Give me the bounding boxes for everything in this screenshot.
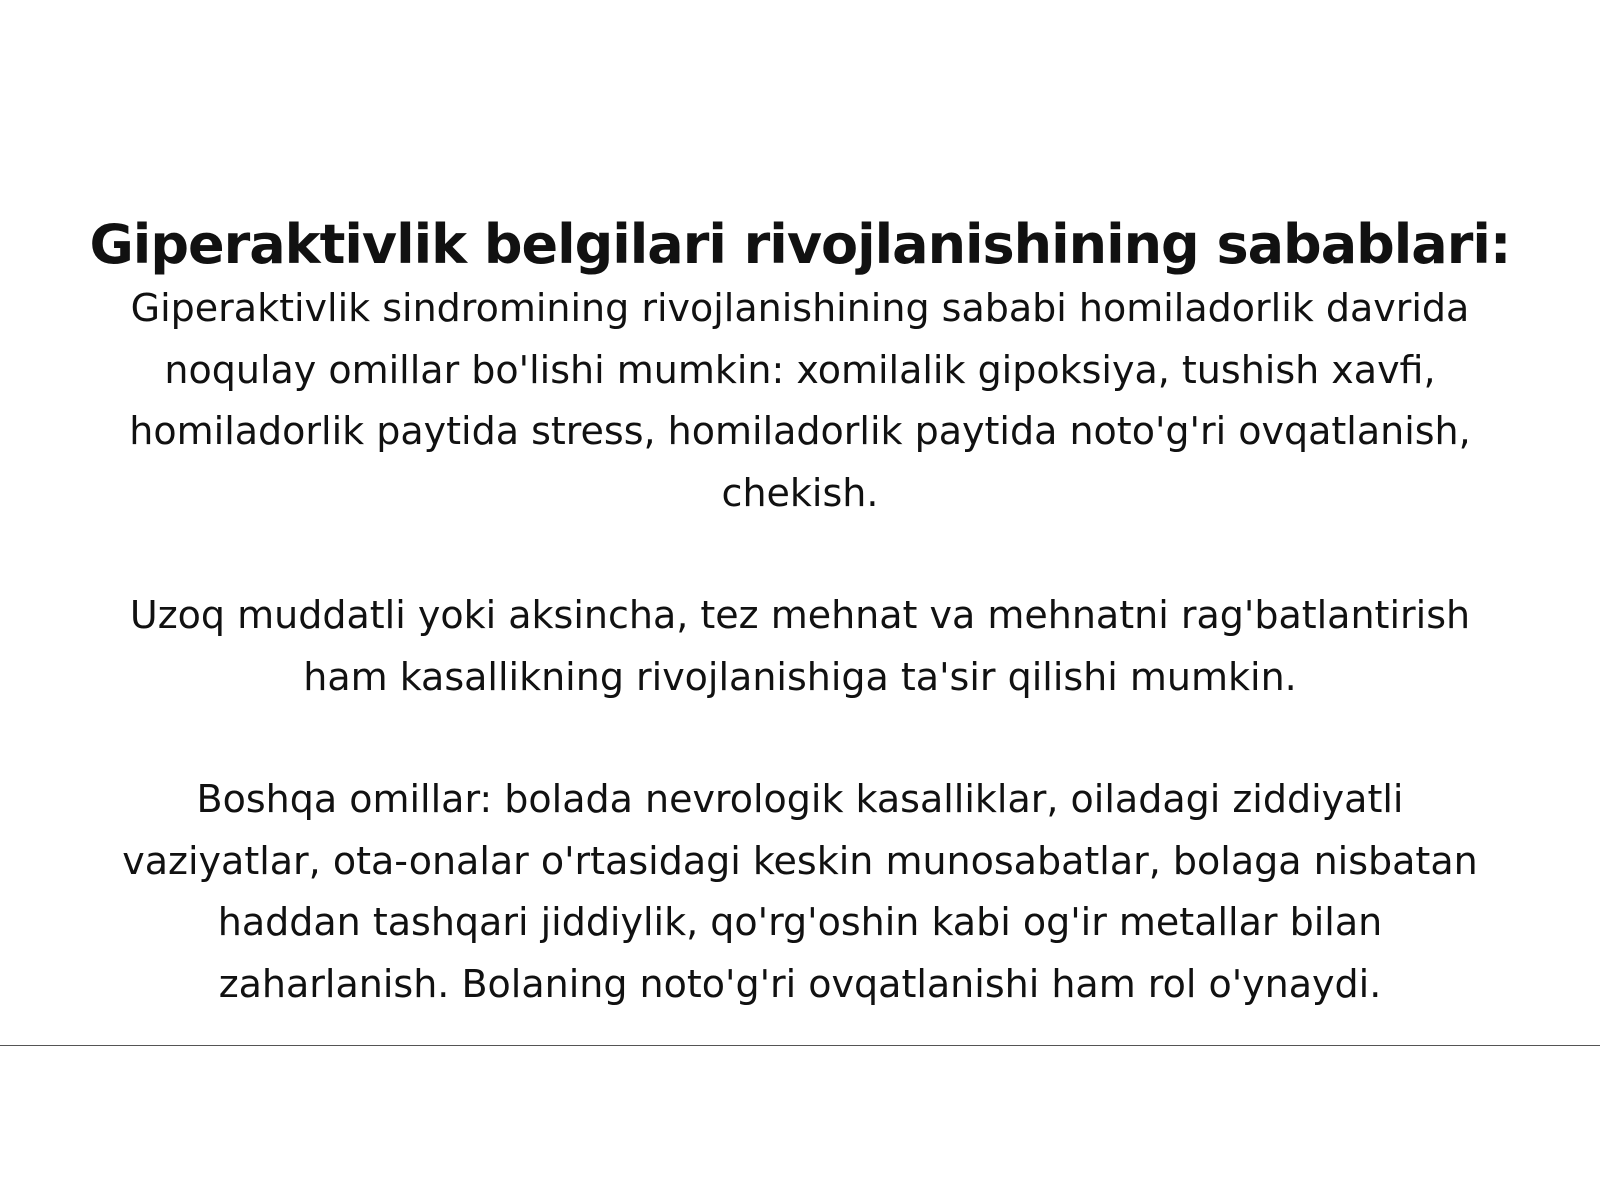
paragraph-pregnancy-factors: Giperaktivlik sindromining rivojlanishining sababi homiladorlik davrida noqulay omillar bo'lishi mumkin: xomilalik gipoksiya, tushish xavfi, homiladorlik paytida stress, homiladorlik paytida noto'g'ri ovqatlanish, chekish.	[129, 286, 1471, 515]
slide-content	[60, 212, 1540, 1015]
bottom-divider	[0, 1045, 1600, 1046]
paragraph-other-factors: Boshqa omillar: bolada nevrologik kasalliklar, oiladagi ziddiyatli vaziyatlar, ota-onalar o'rtasidagi keskin munosabatlar, bolaga nisbatan haddan tashqari jiddiylik, qo'rg'oshin kabi og'ir metallar bilan zaharlanish. Bolaning noto'g'ri ovqatlanishi ham rol o'ynaydi.	[122, 777, 1478, 1006]
slide-title: Giperaktivlik belgilari rivojlanishining sabablari:	[89, 213, 1511, 276]
paragraph-labor-factors: Uzoq muddatli yoki aksincha, tez mehnat va mehnatni rag'batlantirish ham kasallikning rivojlanishiga ta'sir qilishi mumkin.	[129, 593, 1471, 699]
